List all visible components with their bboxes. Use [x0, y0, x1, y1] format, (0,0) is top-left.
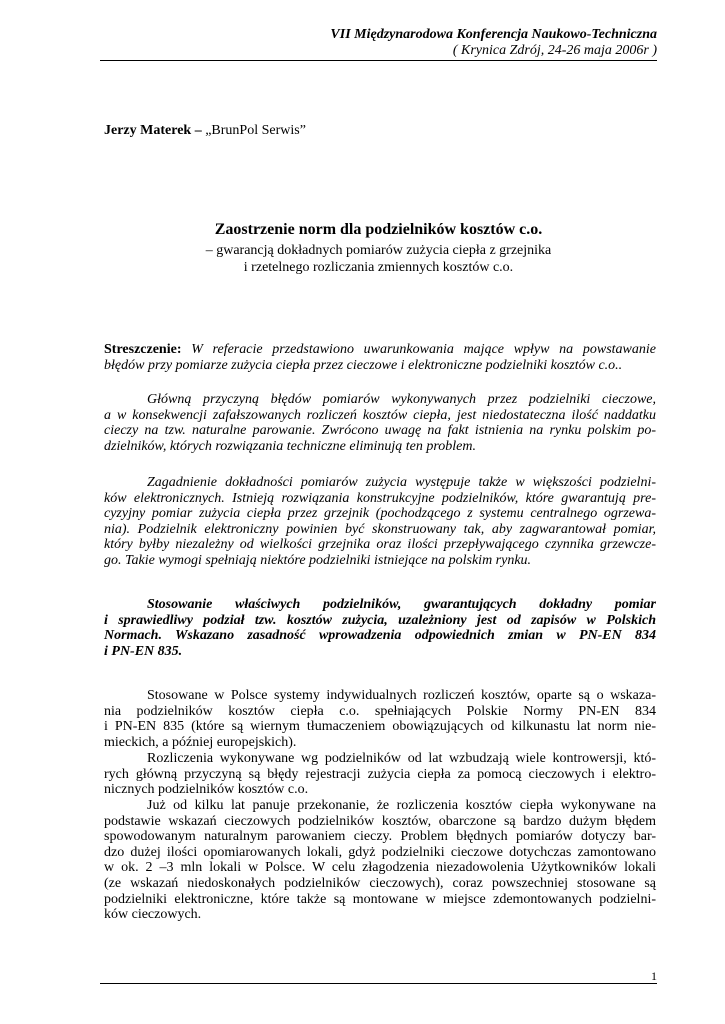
text-line: [104, 342, 656, 358]
text-line: i sprawiedliwy podział tzw. kosztów zużycia, uzależniony jest od zapisów w Polskich: [104, 612, 656, 628]
text-line-content: W referacie przedstawiono uwarunkowania mające wpływ na powstawanie: [191, 342, 656, 357]
text-line: i PN-EN 835.: [104, 643, 183, 659]
text-line: ków cieczowych.: [104, 907, 202, 923]
paper-title: Zaostrzenie norm dla podzielników kosztów c.o.: [214, 221, 543, 238]
text-line: Stosowanie właściwych podzielników, gwarantujących dokładny pomiar: [147, 597, 656, 612]
abstract-paragraph-3: [104, 475, 656, 569]
text-line: ków elektronicznych. Istnieją rozwiązania konstrukcyjne podzielników, które gwarantują pre-: [104, 490, 656, 506]
text-line: dzo dużej ilości opomiarowanych lokali, gdyż podzielniki cieczowe dotychczas zamontowano: [104, 844, 656, 860]
text-line: cieczy na tzw. naturalne parowanie. Zwrócono uwagę na fakt istnienia na rynku polskim po-: [104, 423, 656, 439]
text-line: Zagadnienie dokładności pomiarów zużycia występuje także w większości podzielni-: [147, 475, 656, 490]
text-line: dzielników, których rozwiązania techniczne eliminują ten problem.: [104, 438, 476, 454]
text-line: go. Takie wymogi spełniają niektóre podzielniki istniejące na polskim rynku.: [104, 552, 532, 568]
text-line: mieckich, a później europejskich).: [104, 734, 297, 750]
text-line: nia). Podzielnik elektroniczny powinien być skonstruowany tak, aby zagwarantował pomiar,: [104, 521, 656, 537]
text-line: cyzyjny pomiar zużycia ciepła przez grzejnik (pochodzącego z systemu centralnego ogrzewa-: [104, 506, 656, 522]
paper-subtitle-line-1: – gwarancją dokładnych pomiarów zużycia ciepła z grzejnika: [205, 243, 552, 258]
abstract-label: Streszczenie:: [104, 342, 182, 357]
page-number: 1: [651, 969, 657, 983]
text-line: który byłby niezależny od wielkości grzejnika oraz ilości przepływającego czynnika grzewcze-: [104, 537, 656, 553]
text-line: błędów przy pomiarze zużycia ciepła przez cieczowe i elektroniczne podzielniki kosztów c.o..: [104, 357, 623, 373]
text-line: Już od kilku lat panuje przekonanie, że rozliczenia kosztów ciepła wykonywane na: [147, 798, 656, 813]
body-paragraph-3: [104, 798, 656, 923]
text-line: Rozliczenia wykonywane wg podzielników od lat wzbudzają wiele kontrowersji, któ-: [147, 751, 656, 766]
text-line: nia podzielników kosztów ciepła c.o. spełniających Polskie Normy PN-EN 834: [104, 703, 656, 719]
text-line: (ze wskazań niedoskonałych podzielników cieczowych), coraz powszechniej stosowane są: [104, 875, 656, 891]
text-line: spowodowanym naturalnym parowaniem cieczy. Problem błędnych pomiarów dotyczy bar-: [104, 829, 656, 845]
author-name: Jerzy Materek –: [104, 123, 202, 138]
conference-location-date: ( Krynica Zdrój, 24-26 maja 2006r ): [452, 43, 657, 58]
abstract-paragraph-1: [104, 342, 656, 373]
conference-title: VII Międzynarodowa Konferencja Naukowo-Techniczna: [330, 27, 657, 42]
author-affiliation: „BrunPol Serwis”: [205, 123, 306, 138]
text-line: i PN-EN 835 (które są wiernym tłumaczeniem obowiązujących od kilkunastu lat norm nie-: [104, 719, 656, 735]
text-line: Główną przyczyną błędów pomiarów wykonywanych przez podzielniki cieczowe,: [147, 392, 656, 407]
body-paragraph-2: [104, 751, 656, 798]
text-line: w ok. 2 –3 mln lokali w Polsce. W celu złagodzenia niezadowolenia Użytkowników lokali: [104, 860, 656, 876]
abstract-paragraph-2: [104, 392, 656, 454]
text-line: Normach. Wskazano zasadność wprowadzenia odpowiednich zmian w PN-EN 834: [104, 628, 656, 644]
paper-subtitle-line-2: i rzetelnego rozliczania zmiennych kosztów c.o.: [243, 260, 514, 275]
text-line: Stosowane w Polsce systemy indywidualnych rozliczeń kosztów, oparte są o wskaza-: [147, 688, 656, 703]
text-line: podzielniki elektroniczne, które także są montowane w miejsce zdemontowanych podzielni-: [104, 891, 656, 907]
author-line: [104, 123, 306, 139]
text-line: podstawie wskazań cieczowych podzielników kosztów, obarczone są bardzo dużym błędem: [104, 813, 656, 829]
footer-rule: [100, 983, 657, 984]
header-rule: [100, 60, 657, 61]
text-line: nicznych podzielników kosztów c.o.: [104, 782, 309, 798]
text-line: rych główną przyczyną są błędy rejestracji zużycia ciepła za pomocą cieczowych i elektro-: [104, 766, 656, 782]
text-line: a w konsekwencji zafałszowanych rozliczeń kosztów ciepła, jest niedostateczna ilość naddatku: [104, 407, 656, 423]
body-paragraph-1: [104, 688, 656, 750]
abstract-paragraph-4: [104, 597, 656, 659]
